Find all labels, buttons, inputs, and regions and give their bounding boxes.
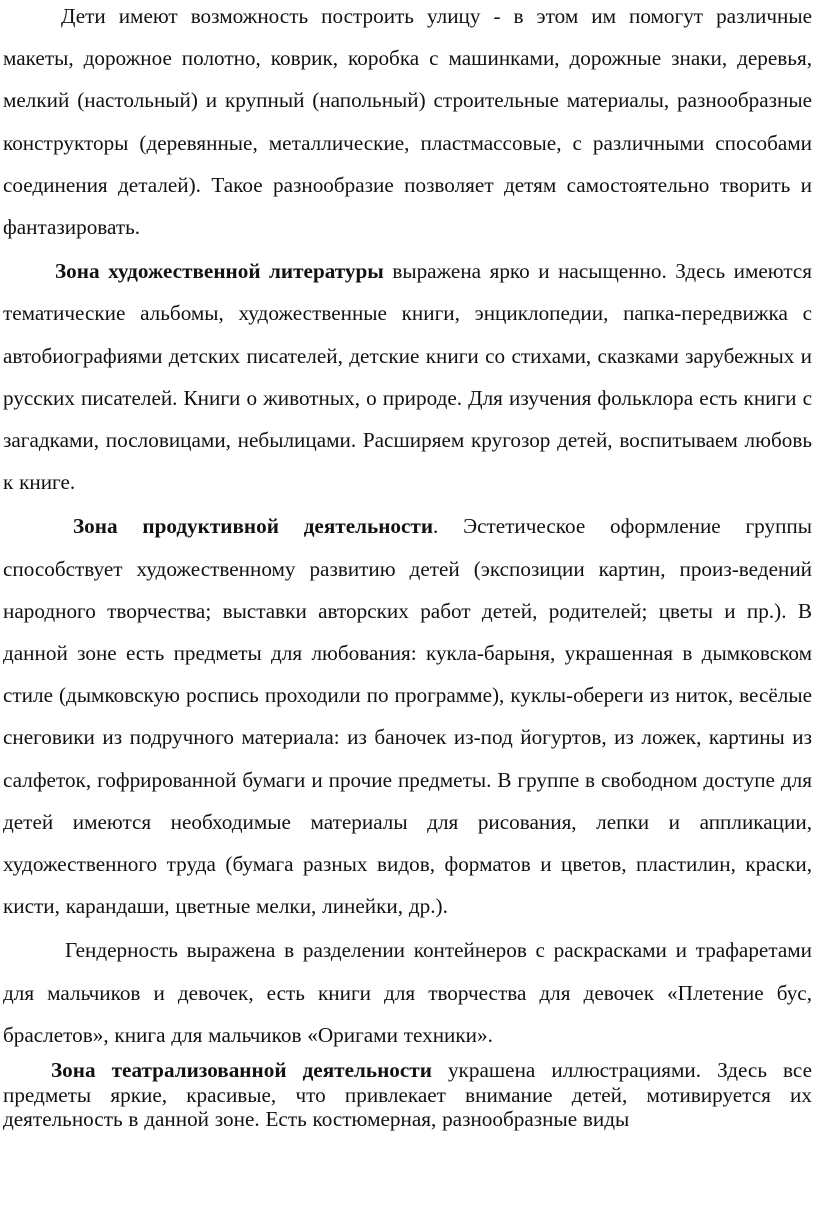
paragraph-gender — [3, 929, 812, 1056]
paragraph-text: Дети имеют возможность построить улицу - в этом им помогут различные макеты, дорожное полотно, коврик, коробка с машинками, дорожные знаки, деревья, мелкий (настольный) и крупный (напольный) строительные материалы, разнообразные конструкторы (деревянные, металлические, пластмассовые, с различными способами соединения деталей). Такое разнообразие позволяет детям самостоятельно творить и фантазировать. — [3, 4, 812, 240]
paragraph-text: украшена иллюстрациями. Здесь все предметы яркие, красивые, что привлекает внимание детей, мотивируется их деятельность в данной зоне. Есть костюмерная, разнообразные виды — [3, 1058, 813, 1132]
paragraph-productive-zone — [3, 505, 812, 927]
paragraph-text: . Эстетическое оформление группы способствует художественному развитию детей (экспозиции картин, произ-ведений народного творчества; выставки авторских работ детей, родителей; цветы и пр.). В данной зоне есть предметы для любования: кукла-барыня, украшенная в дымковском стиле (дымковскую роспись проходили по программе), куклы-обереги из ниток, весёлые снеговики из подручного материала: из баночек из-под йогуртов, из ложек, картины из салфеток, гофрированной бумаги и прочие предметы. В группе в свободном доступе для детей имеются необходимые материалы для рисования, лепки и аппликации, художественного труда (бумага разных видов, форматов и цветов, пластилин, краски, кисти, карандаши, цветные мелки, линейки, др.). — [3, 514, 812, 919]
paragraph-theatre-zone — [3, 1058, 812, 1132]
paragraph-literature-zone — [3, 250, 812, 503]
paragraph-text: Гендерность выражена в разделении контейнеров с раскрасками и трафаретами для мальчиков и девочек, есть книги для творчества для девочек «Плетение бус, браслетов», книга для мальчиков «Оригами техники». — [3, 938, 812, 1047]
section-heading-theatre: Зона театрализованной деятельности — [51, 1058, 432, 1083]
section-heading-productive: Зона продуктивной деятельности — [73, 514, 434, 539]
paragraph-street-building — [3, 0, 812, 248]
paragraph-text: выражена ярко и насыщенно. Здесь имеются тематические альбомы, художественные книги, энциклопедии, папка-передвижка с автобиографиями детских писателей, детские книги со стихами, сказками зарубежных и русских писателей. Книги о животных, о природе. Для изучения фольклора есть книги с загадками, пословицами, небылицами. Расширяем кругозор детей, воспитываем любовь к книге. — [3, 259, 812, 495]
section-heading-literature: Зона художественной литературы — [55, 259, 384, 284]
